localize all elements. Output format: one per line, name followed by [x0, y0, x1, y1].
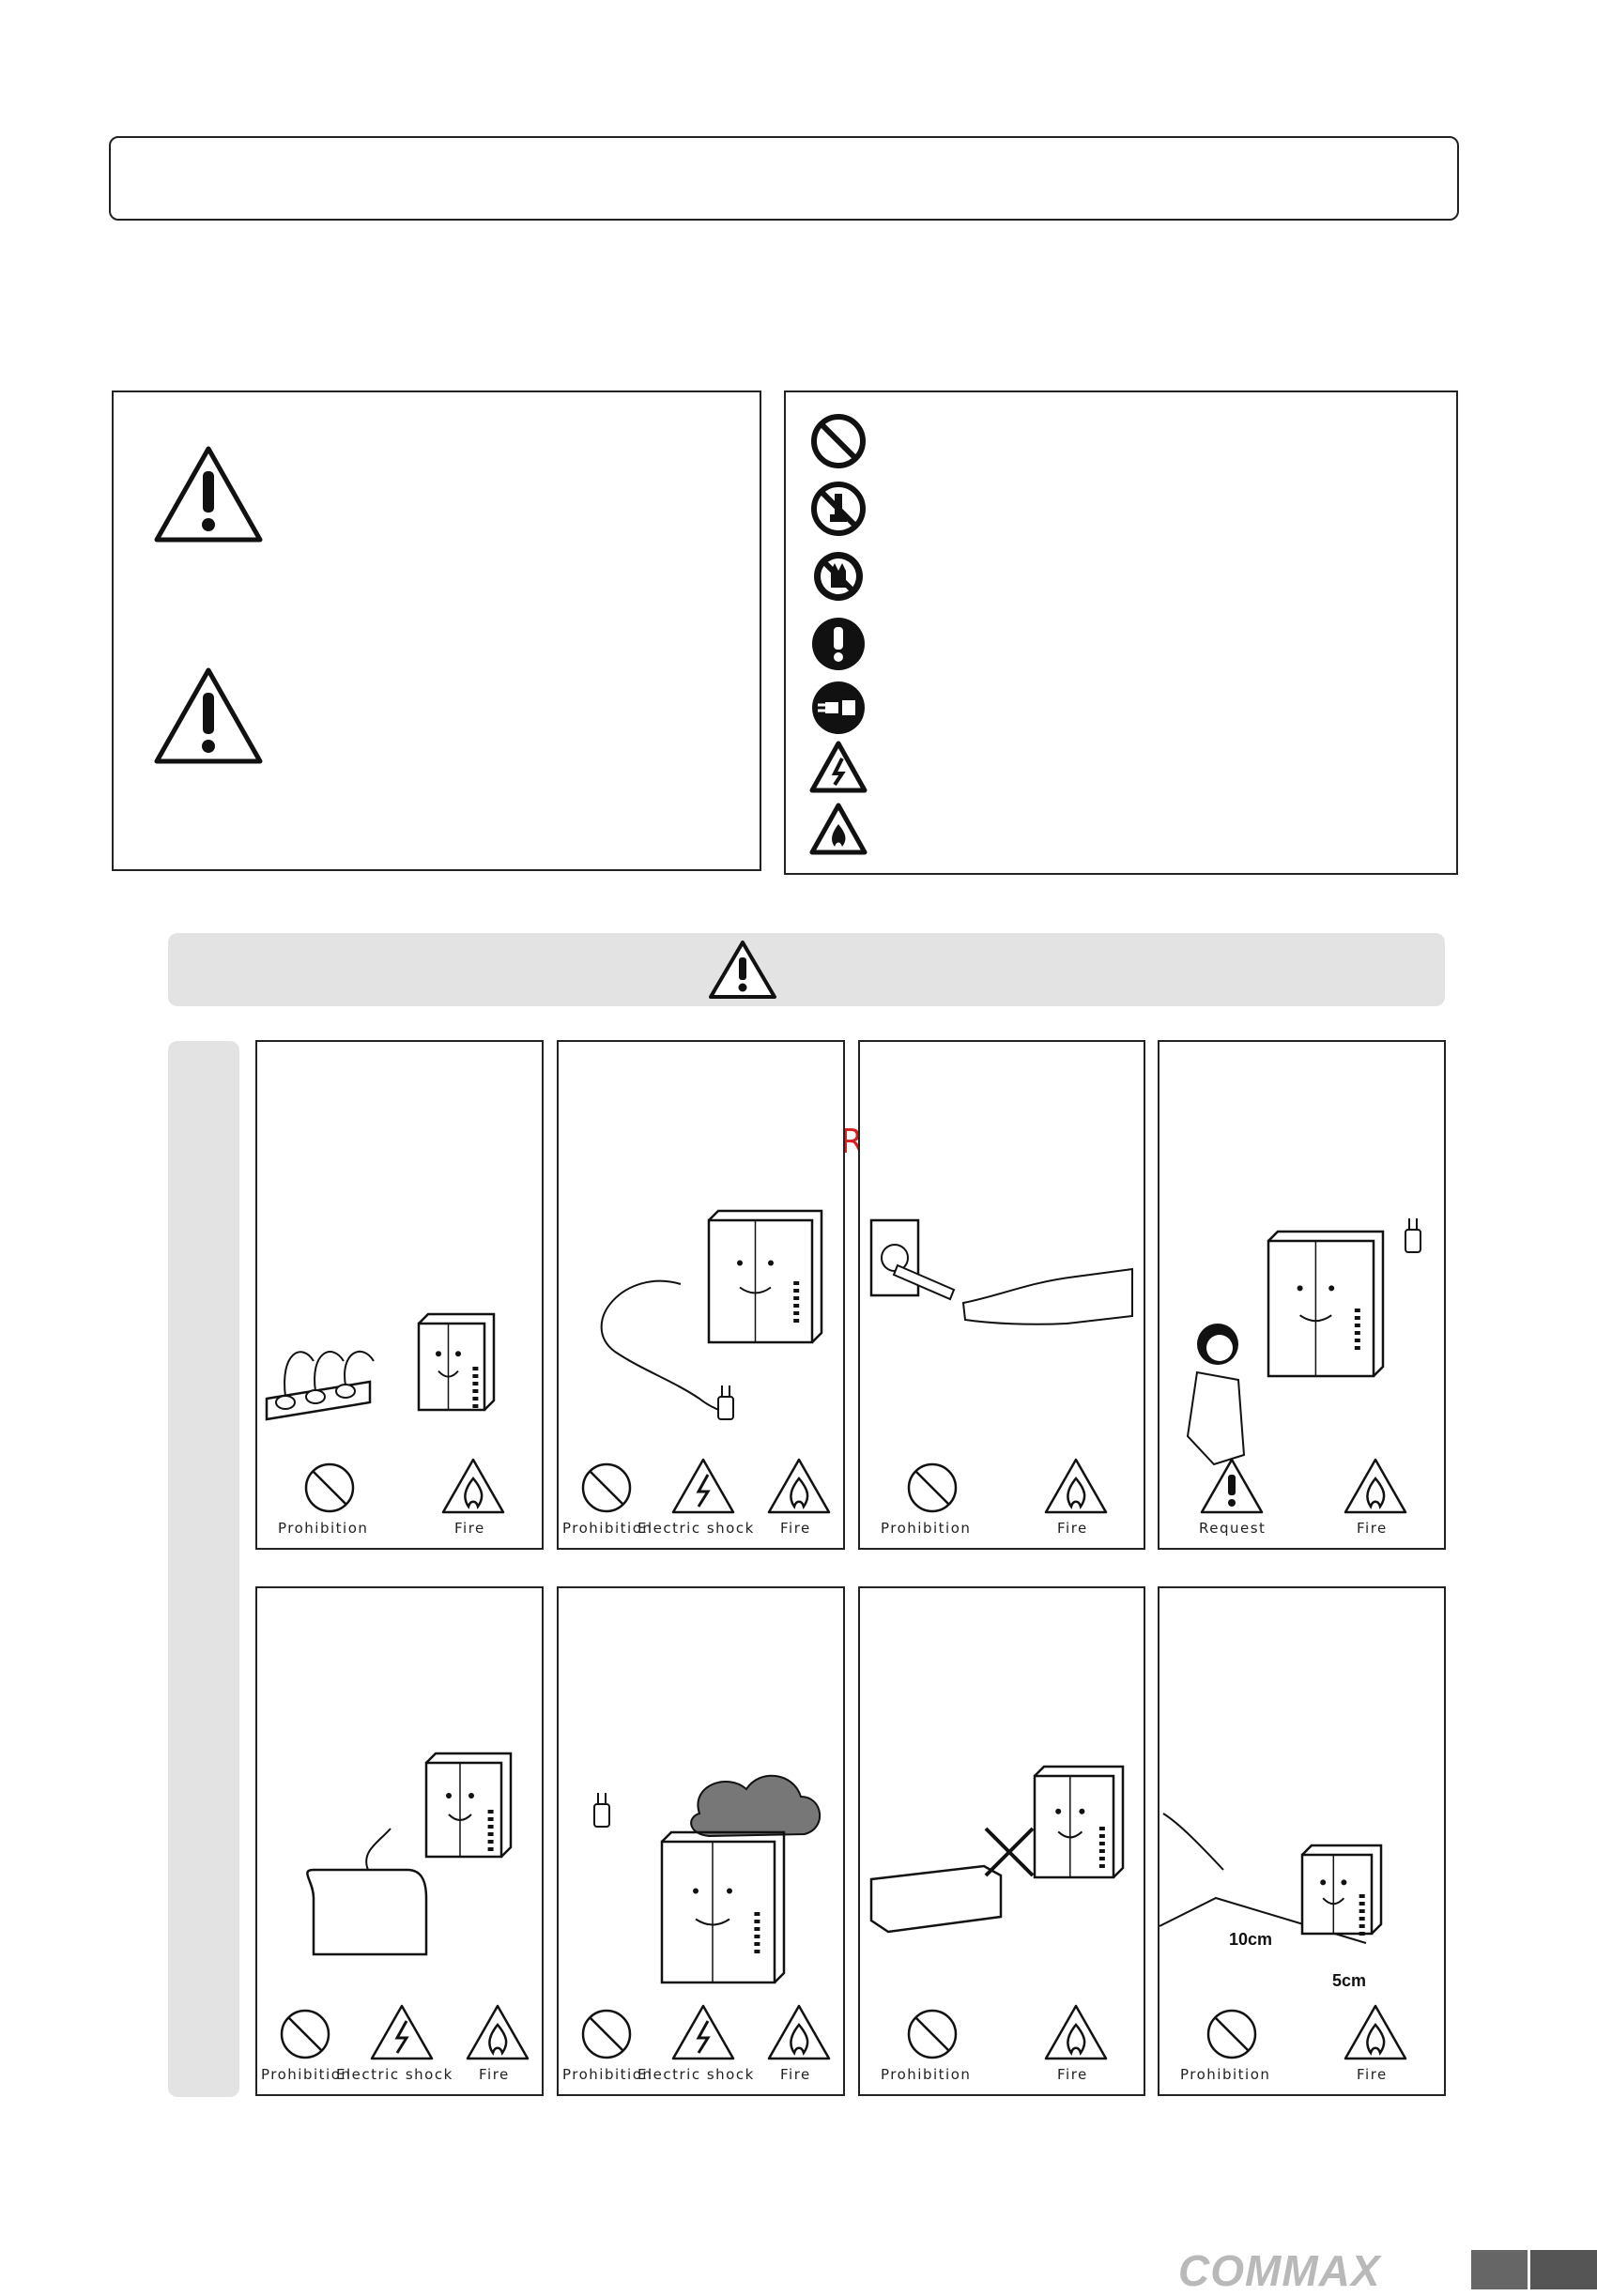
illustration-panel [858, 1040, 1145, 1550]
panel-artwork [1159, 1588, 1446, 2096]
page-tab-dark [1471, 2250, 1528, 2289]
panel-symbol-label: Prohibition [881, 2066, 972, 2083]
panel-symbol-label: Prohibition [261, 2066, 352, 2083]
panel-symbol-label: Prohibition [562, 1520, 653, 1537]
caution-header-bar [168, 933, 1445, 1006]
fire-warning-icon [1046, 2006, 1106, 2059]
fire-warning-icon [443, 1460, 503, 1512]
intercom-device-illustration [419, 1314, 494, 1410]
panel-symbol-label: Fire [1057, 2066, 1088, 2083]
humidifier-illustration [307, 1829, 426, 1954]
caution-bar-graphics [168, 933, 1445, 1006]
power-strip-illustration [267, 1352, 374, 1419]
prohibition-icon [909, 2011, 956, 2058]
fire-warning-icon [1345, 1460, 1405, 1512]
illustration-panel [858, 1586, 1145, 2096]
panel-artwork [860, 1042, 1145, 1550]
panel-symbol-label: Fire [1357, 2066, 1388, 2083]
no-disassembly-icon [814, 484, 863, 533]
fire-warning-icon [812, 805, 865, 852]
prohibition-icon [814, 417, 863, 466]
prohibition-icon [282, 2011, 329, 2058]
panel-symbol-label: Fire [780, 1520, 811, 1537]
panel-artwork [559, 1042, 845, 1550]
intercom-device-illustration [1302, 1845, 1381, 1936]
prohibition-icon [306, 1464, 353, 1511]
panel-symbol-label: Fire [780, 2066, 811, 2083]
caution-header-icon [711, 942, 775, 997]
panel-symbol-label: Electric shock [637, 1520, 755, 1537]
fire-warning-icon [769, 1460, 829, 1512]
mandatory-icon [812, 618, 865, 670]
wall-outlet-illustration [871, 1220, 1132, 1324]
clearance-side-label: 5cm [1332, 1971, 1367, 1990]
intercom-device-illustration [662, 1832, 784, 1982]
illustration-panel [1158, 1040, 1446, 1550]
legend-warning-graphics [114, 392, 763, 873]
panel-symbol-label: Electric shock [336, 2066, 453, 2083]
panel-artwork [860, 1588, 1145, 2096]
power-plug-illustration [594, 1793, 609, 1827]
warning-triangle-icon [157, 449, 260, 540]
section-title-box [109, 136, 1459, 221]
electric-shock-warning-icon [673, 2006, 733, 2059]
intercom-device-illustration [709, 1211, 822, 1342]
cord-illustration [602, 1281, 724, 1412]
legend-symbol-column [786, 392, 1460, 877]
panel-symbol-label: Fire [1057, 1520, 1088, 1537]
illustration-panel [557, 1040, 845, 1550]
illustration-panel [255, 1586, 544, 2096]
panel-symbol-label: Electric shock [637, 2066, 755, 2083]
panel-artwork [1159, 1042, 1446, 1550]
panel-artwork [257, 1042, 544, 1550]
intercom-device-illustration [1268, 1232, 1383, 1376]
legend-warning-box [112, 390, 761, 871]
panel-symbol-label: Fire [454, 1520, 485, 1537]
no-touch-icon [814, 552, 863, 601]
panel-symbol-label: Fire [1357, 1520, 1388, 1537]
electric-shock-warning-icon [673, 1460, 733, 1512]
page-tab-darker [1530, 2250, 1597, 2289]
fire-warning-icon [1046, 1460, 1106, 1512]
fire-warning-icon [468, 2006, 528, 2059]
prohibition-icon [1208, 2011, 1255, 2058]
side-section-tab [168, 1041, 239, 2097]
panel-artwork [257, 1588, 544, 2096]
person-illustration [1188, 1324, 1244, 1464]
request-icon [1202, 1460, 1262, 1512]
clearance-top-label: 10cm [1229, 1930, 1273, 1949]
panel-symbol-label: Fire [479, 2066, 510, 2083]
power-plug-illustration [1405, 1218, 1420, 1252]
fire-warning-icon [769, 2006, 829, 2059]
storm-cloud-illustration [691, 1776, 820, 1836]
illustration-panel [557, 1586, 845, 2096]
unplug-icon [812, 681, 865, 734]
prohibition-icon [909, 1464, 956, 1511]
illustration-panel [1158, 1586, 1446, 2096]
panel-symbol-label: Prohibition [1180, 2066, 1271, 2083]
intercom-device-illustration [426, 1753, 511, 1857]
panel-symbol-label: Prohibition [278, 1520, 369, 1537]
panel-symbol-label: Request [1199, 1520, 1267, 1537]
electric-shock-warning-icon [372, 2006, 432, 2059]
panel-symbol-label: Prohibition [881, 1520, 972, 1537]
prohibition-icon [583, 2011, 630, 2058]
receiver-illustration [871, 1829, 1033, 1932]
prohibition-icon [583, 1464, 630, 1511]
brand-logo: COMMAX [1178, 2246, 1381, 2295]
caution-triangle-icon [157, 670, 260, 761]
illustration-panel [255, 1040, 544, 1550]
panel-artwork [559, 1588, 845, 2096]
power-plug-illustration [718, 1385, 733, 1419]
fire-warning-icon [1345, 2006, 1405, 2059]
intercom-device-illustration [1035, 1767, 1123, 1877]
panel-symbol-label: Prohibition [562, 2066, 653, 2083]
legend-symbols-box [784, 390, 1458, 875]
electric-shock-warning-icon [812, 743, 865, 790]
